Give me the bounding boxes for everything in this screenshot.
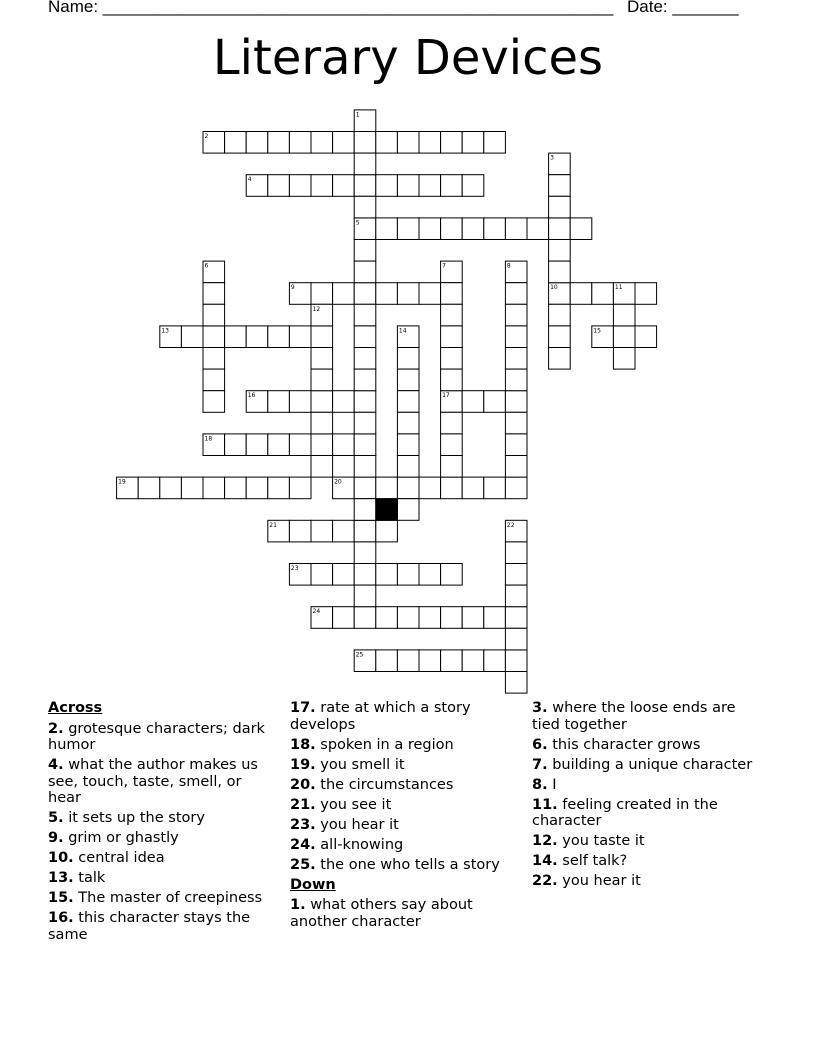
grid-cell[interactable] (397, 477, 419, 499)
page-title: Literary Devices (212, 30, 604, 86)
grid-cell[interactable] (354, 607, 376, 629)
clue-item (290, 837, 520, 854)
grid-cell[interactable] (441, 650, 463, 672)
grid-cell[interactable] (268, 391, 290, 413)
grid-cell[interactable] (354, 456, 376, 478)
grid-cell[interactable] (441, 304, 463, 326)
clue-number-label: 22 (506, 521, 515, 529)
clue-item (48, 830, 278, 847)
grid-cell[interactable] (333, 283, 355, 305)
grid-cell[interactable] (354, 585, 376, 607)
grid-cell[interactable] (441, 348, 463, 370)
grid-cell[interactable] (441, 607, 463, 629)
grid-cell[interactable] (311, 175, 333, 197)
grid-cell[interactable] (505, 585, 527, 607)
clue-number-label: 2 (204, 133, 209, 140)
grid-cell[interactable] (397, 175, 419, 197)
grid-cell[interactable] (397, 132, 419, 154)
grid-cell[interactable] (354, 369, 376, 391)
grid-cell[interactable] (549, 196, 571, 218)
grid-cell[interactable] (354, 132, 376, 154)
clue-number: 21. (290, 796, 316, 813)
down-heading: Down (290, 876, 336, 893)
clue-number-label: 19 (118, 478, 126, 486)
grid-cell[interactable] (138, 477, 160, 499)
grid-cell[interactable] (397, 348, 419, 370)
clue-text: The master of creepiness (73, 890, 263, 906)
clue-item (290, 757, 520, 774)
clue-item (48, 890, 278, 907)
grid-cell[interactable] (397, 218, 419, 240)
clue-number-label: 17 (442, 392, 450, 400)
clue-number: 14. (532, 853, 558, 869)
clue-number-label: 12 (312, 305, 321, 313)
clue-text: rate at which a story develops (290, 700, 471, 733)
grid-cell[interactable] (354, 412, 376, 434)
grid-cell[interactable] (505, 412, 527, 434)
grid-cell[interactable] (311, 369, 333, 391)
grid-cell[interactable] (289, 175, 311, 197)
grid-cell[interactable] (376, 650, 398, 672)
grid-cell[interactable] (484, 218, 506, 240)
grid-cell[interactable] (613, 348, 635, 370)
grid-cell[interactable] (527, 218, 549, 240)
grid-cell[interactable] (354, 261, 376, 283)
clue-item (532, 873, 762, 890)
grid-cell[interactable] (225, 477, 247, 499)
clue-number-label: 6 (204, 262, 209, 270)
grid-cell[interactable] (311, 564, 333, 586)
clue-number-label: 23 (290, 565, 299, 572)
clue-number-label: 21 (269, 521, 277, 529)
clue-number: 7. (532, 756, 548, 773)
grid-cell[interactable] (289, 520, 311, 542)
grid-cell[interactable] (570, 218, 592, 240)
clue-item (532, 700, 762, 733)
clue-text: the one who tells a story (315, 856, 500, 873)
clue-item (532, 777, 762, 794)
grid-cell[interactable] (505, 348, 527, 370)
clue-number: 23. (290, 816, 316, 833)
clue-number-label: 25 (355, 651, 364, 659)
clue-number-label: 20 (334, 478, 342, 486)
grid-cell[interactable] (333, 434, 355, 456)
grid-cell[interactable] (354, 153, 376, 175)
grid-cell[interactable] (635, 283, 657, 305)
grid-cell[interactable] (505, 283, 527, 305)
grid-cell[interactable] (505, 456, 527, 478)
grid-cell[interactable] (311, 434, 333, 456)
grid-cell[interactable] (354, 564, 376, 586)
name-line: Name: ______________________________________________________ (48, 0, 614, 16)
grid-cell[interactable] (268, 132, 290, 154)
grid-cell[interactable] (549, 240, 571, 262)
clue-item (532, 833, 762, 850)
clue-text: talk (73, 870, 106, 886)
grid-cell[interactable] (333, 564, 355, 586)
clue-number-label: 18 (204, 435, 213, 443)
grid-cell[interactable] (397, 650, 419, 672)
grid-cell[interactable] (505, 477, 527, 499)
grid-cell[interactable] (354, 196, 376, 218)
grid-cell[interactable] (505, 564, 527, 586)
grid-cell[interactable] (549, 175, 571, 197)
grid-cell[interactable] (311, 456, 333, 478)
grid-cell[interactable] (441, 283, 463, 305)
grid-cell[interactable] (376, 132, 398, 154)
clue-number: 25. (290, 856, 316, 873)
clue-text: feeling created in the character (532, 796, 718, 829)
grid-cell[interactable] (419, 175, 441, 197)
grid-cell[interactable] (419, 218, 441, 240)
grid-cell[interactable] (397, 283, 419, 305)
grid-cell[interactable] (505, 304, 527, 326)
grid-cell[interactable] (376, 477, 398, 499)
grid-cell-blocked (376, 499, 398, 521)
grid-cell[interactable] (505, 672, 527, 694)
grid-cell[interactable] (462, 132, 484, 154)
clue-text: you hear it (557, 873, 641, 889)
clue-number-label: 1 (355, 111, 360, 119)
grid-cell[interactable] (462, 477, 484, 499)
grid-cell[interactable] (354, 391, 376, 413)
grid-cell[interactable] (225, 132, 247, 154)
clue-number-label: 3 (550, 154, 554, 162)
clue-number: 9. (48, 830, 64, 846)
clue-item (290, 897, 520, 930)
clue-number-label: 10 (550, 284, 558, 292)
clue-text: this character stays the same (48, 910, 251, 943)
clue-number: 18. (290, 736, 316, 753)
grid-cell[interactable] (484, 391, 506, 413)
clue-text: where the loose ends are tied together (532, 700, 736, 733)
grid-cell[interactable] (441, 132, 463, 154)
grid-cell[interactable] (376, 607, 398, 629)
grid-cell[interactable] (289, 326, 311, 348)
grid-cell[interactable] (441, 326, 463, 348)
clue-item (290, 797, 520, 814)
grid-cell[interactable] (311, 326, 333, 348)
grid-cell[interactable] (289, 434, 311, 456)
grid-cell[interactable] (419, 283, 441, 305)
grid-cell[interactable] (246, 434, 268, 456)
clue-number: 4. (48, 757, 64, 773)
grid-cell[interactable] (441, 456, 463, 478)
clue-item (48, 757, 278, 807)
grid-cell[interactable] (203, 391, 225, 413)
clue-text: building a unique character (547, 756, 753, 773)
grid-cell[interactable] (246, 132, 268, 154)
grid-cell[interactable] (354, 542, 376, 564)
clue-number: 17. (290, 700, 316, 716)
clue-number: 13. (48, 870, 74, 886)
grid-cell[interactable] (376, 283, 398, 305)
clue-text: grotesque characters; dark humor (48, 720, 265, 753)
grid-cell[interactable] (354, 520, 376, 542)
grid-cell[interactable] (441, 218, 463, 240)
clue-number: 6. (532, 736, 548, 753)
clue-item (290, 700, 520, 733)
grid-cell[interactable] (203, 348, 225, 370)
grid-cell[interactable] (484, 132, 506, 154)
clue-number: 16. (48, 910, 74, 926)
clue-number: 8. (532, 776, 548, 793)
grid-cell[interactable] (462, 650, 484, 672)
grid-cell[interactable] (354, 175, 376, 197)
clue-number: 24. (290, 836, 316, 853)
grid-cell[interactable] (635, 326, 657, 348)
clue-number-label: 4 (247, 176, 252, 184)
grid-cell[interactable] (203, 477, 225, 499)
clue-item (48, 910, 278, 943)
grid-cell[interactable] (225, 326, 247, 348)
clue-text: all-knowing (315, 836, 404, 853)
clue-item (290, 817, 520, 834)
grid-cell[interactable] (549, 261, 571, 283)
clue-number: 19. (290, 756, 316, 773)
grid-cell[interactable] (397, 564, 419, 586)
grid-cell[interactable] (462, 218, 484, 240)
grid-cell[interactable] (441, 175, 463, 197)
grid-cell[interactable] (613, 326, 635, 348)
grid-cell[interactable] (549, 326, 571, 348)
grid-cell[interactable] (203, 304, 225, 326)
grid-cell[interactable] (484, 477, 506, 499)
clue-number: 12. (532, 833, 558, 849)
clue-number: 20. (290, 776, 316, 793)
grid-cell[interactable] (354, 304, 376, 326)
clue-text: you taste it (557, 833, 645, 849)
grid-cell[interactable] (397, 412, 419, 434)
grid-cell[interactable] (225, 434, 247, 456)
clue-column-1 (48, 700, 278, 947)
grid-cell[interactable] (441, 477, 463, 499)
clue-text: central idea (73, 850, 165, 866)
grid-cell[interactable] (203, 283, 225, 305)
clue-item (532, 757, 762, 774)
grid-cell[interactable] (549, 218, 571, 240)
grid-cell[interactable] (289, 391, 311, 413)
grid-cell[interactable] (354, 326, 376, 348)
grid-cell[interactable] (441, 434, 463, 456)
clue-item (532, 737, 762, 754)
grid-cell[interactable] (376, 520, 398, 542)
grid-cell[interactable] (441, 369, 463, 391)
grid-cell[interactable] (354, 434, 376, 456)
clue-item (290, 737, 520, 754)
grid-cell[interactable] (333, 607, 355, 629)
clue-text: you hear it (315, 816, 399, 833)
clue-text: what the author makes us see, touch, taste, smell, or hear (48, 757, 258, 806)
clue-item (532, 853, 762, 870)
grid-cell[interactable] (505, 628, 527, 650)
clue-number: 10. (48, 850, 74, 866)
grid-cell[interactable] (289, 132, 311, 154)
clue-number: 15. (48, 890, 74, 906)
clue-number-label: 13 (161, 327, 169, 335)
grid-cell[interactable] (246, 326, 268, 348)
grid-cell[interactable] (333, 175, 355, 197)
clue-number-label: 7 (442, 262, 446, 270)
grid-cell[interactable] (268, 326, 290, 348)
date-line: Date: _______ (627, 0, 739, 16)
grid-cell[interactable] (441, 564, 463, 586)
grid-cell[interactable] (203, 369, 225, 391)
grid-cell[interactable] (505, 607, 527, 629)
grid-cell[interactable] (268, 477, 290, 499)
grid-cell[interactable] (268, 175, 290, 197)
clue-item (48, 870, 278, 887)
clue-item (290, 777, 520, 794)
grid-cell[interactable] (419, 607, 441, 629)
grid-cell[interactable] (311, 348, 333, 370)
grid-cell[interactable] (462, 607, 484, 629)
grid-cell[interactable] (376, 175, 398, 197)
grid-cell[interactable] (311, 412, 333, 434)
grid-cell[interactable] (419, 132, 441, 154)
clue-text: this character grows (547, 736, 701, 753)
grid-cell[interactable] (397, 369, 419, 391)
grid-cell[interactable] (505, 434, 527, 456)
grid-cell[interactable] (592, 283, 614, 305)
grid-cell[interactable] (397, 391, 419, 413)
grid-cell[interactable] (484, 650, 506, 672)
clue-item (532, 797, 762, 830)
clue-text: grim or ghastly (63, 830, 179, 846)
grid-cell[interactable] (354, 477, 376, 499)
clue-text: you see it (315, 796, 392, 813)
grid-cell[interactable] (376, 564, 398, 586)
grid-cell[interactable] (505, 326, 527, 348)
grid-cell[interactable] (397, 607, 419, 629)
clue-number: 5. (48, 810, 64, 826)
clue-text: spoken in a region (315, 736, 454, 753)
grid-cell[interactable] (354, 240, 376, 262)
grid-cell[interactable] (549, 348, 571, 370)
grid-cell[interactable] (333, 132, 355, 154)
clue-number-label: 8 (506, 262, 511, 270)
grid-cell[interactable] (613, 304, 635, 326)
clue-item (48, 850, 278, 867)
grid-cell[interactable] (570, 283, 592, 305)
grid-cell[interactable] (268, 434, 290, 456)
clue-column-3 (532, 700, 762, 893)
grid-cell[interactable] (505, 391, 527, 413)
grid-cell[interactable] (333, 520, 355, 542)
grid-cell[interactable] (462, 391, 484, 413)
grid-cell[interactable] (289, 477, 311, 499)
clue-number: 2. (48, 720, 64, 737)
clue-item (48, 721, 278, 754)
grid-cell[interactable] (354, 348, 376, 370)
clue-number-label: 5 (355, 219, 360, 227)
clue-column-2 (290, 700, 520, 934)
grid-cell[interactable] (311, 132, 333, 154)
clue-number-label: 14 (398, 327, 407, 335)
grid-cell[interactable] (203, 326, 225, 348)
grid-cell[interactable] (505, 650, 527, 672)
grid-cell[interactable] (311, 283, 333, 305)
grid-cell[interactable] (246, 477, 268, 499)
clue-number: 3. (532, 700, 548, 716)
clue-number-label: 11 (614, 284, 623, 292)
clue-text: it sets up the story (63, 810, 205, 826)
grid-cell[interactable] (333, 391, 355, 413)
grid-cell[interactable] (419, 477, 441, 499)
clue-item (48, 810, 278, 827)
grid-cell[interactable] (505, 542, 527, 564)
grid-cell[interactable] (311, 391, 333, 413)
clue-number-label: 16 (247, 392, 256, 400)
across-heading: Across (48, 700, 103, 716)
grid-cell[interactable] (311, 520, 333, 542)
grid-cell[interactable] (419, 650, 441, 672)
grid-cell[interactable] (181, 477, 203, 499)
clue-text: the circumstances (315, 776, 454, 793)
clue-number-label: 9 (290, 284, 295, 292)
clue-text: self talk? (557, 853, 628, 869)
clue-text: I (547, 776, 557, 793)
clue-number: 11. (532, 796, 558, 813)
grid-cell[interactable] (397, 499, 419, 521)
grid-cell[interactable] (505, 218, 527, 240)
clue-text: you smell it (315, 756, 405, 773)
grid-cell[interactable] (462, 175, 484, 197)
grid-cell[interactable] (505, 369, 527, 391)
grid-cell[interactable] (354, 283, 376, 305)
clue-number-label: 15 (593, 327, 601, 335)
grid-cell[interactable] (549, 304, 571, 326)
grid-cell[interactable] (397, 434, 419, 456)
clue-number: 1. (290, 897, 306, 913)
grid-cell[interactable] (160, 477, 182, 499)
clue-number-label: 24 (312, 608, 321, 616)
clue-text: what others say about another character (290, 897, 473, 930)
grid-cell[interactable] (181, 326, 203, 348)
grid-cell[interactable] (484, 607, 506, 629)
grid-cell[interactable] (397, 456, 419, 478)
grid-cell[interactable] (441, 412, 463, 434)
clue-item (290, 857, 520, 874)
clue-number: 22. (532, 873, 558, 889)
grid-cell[interactable] (419, 564, 441, 586)
grid-cell[interactable] (354, 499, 376, 521)
grid-cell[interactable] (376, 218, 398, 240)
